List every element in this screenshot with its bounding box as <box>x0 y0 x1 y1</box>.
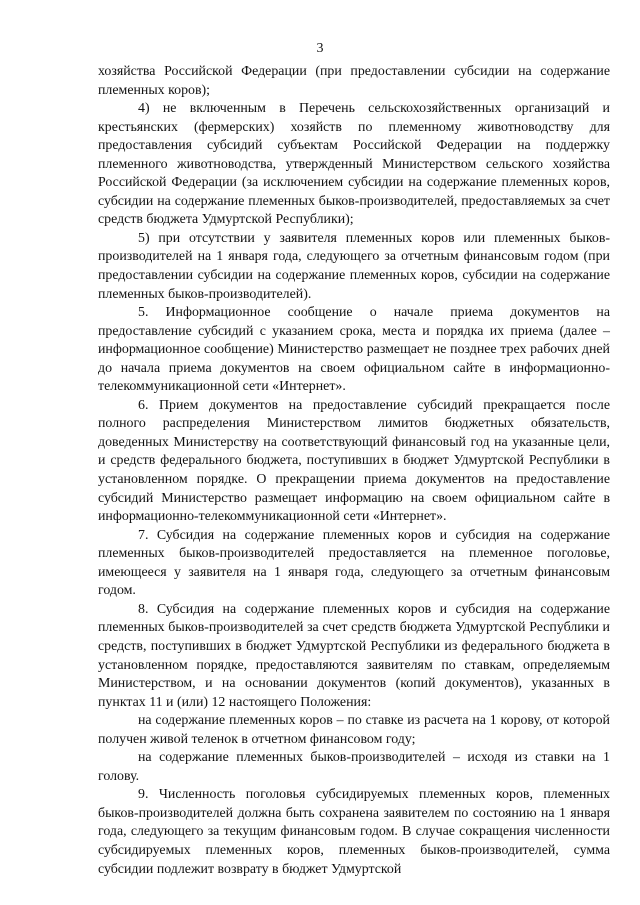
paragraph-section-8: 8. Субсидия на содержание племенных коров и субсидия на содержание племенных быков-производителей за счет средств бюджета Удмуртской Республики и средств, поступивших в бюджет Удмуртской Республики из федерального бюджета в установленном порядке, предоставляются заявителям по ставкам, определяемым Министерством, и на основании документов (копий документов), указанных в пунктах 11 и (или) 12 настоящего Положения: <box>98 601 610 710</box>
paragraph-item-4: 4) не включенным в Перечень сельскохозяйственных организаций и крестьянских (фермерских) хозяйств по племенному животноводству для предоставления субсидий субъектам Российской Федерации на поддержку племенного животноводства, утвержденный Министерством сельского хозяйства Российской Федерации (за исключением субсидии на содержание племенных коров, субсидии на содержание племенных быков-производителей, предоставляемых за счет средств бюджета Удмуртской Республики); <box>98 101 610 228</box>
page-number: 3 <box>316 41 324 56</box>
document-body <box>98 63 610 879</box>
paragraph-section-5: 5. Информационное сообщение о начале приема документов на предоставление субсидий с указанием срока, места и порядка их приема (далее – информационное сообщение) Министерство размещает не позднее трех рабочих дней до начала приема документов на своем официальном сайте в информационно-телекоммуникационной сети «Интернет». <box>98 305 610 395</box>
paragraph-bulls-rate: на содержание племенных быков-производителей – исходя из ставки на 1 голову. <box>98 750 610 784</box>
paragraph-item-5: 5) при отсутствии у заявителя племенных коров или племенных быков-производителей на 1 января года, следующего за отчетным финансовым годом (при предоставлении субсидии на содержание племенных коров, субсидии на содержание племенных быков-производителей). <box>98 230 610 302</box>
paragraph-section-9: 9. Численность поголовья субсидируемых племенных коров, племенных быков-производителей должна быть сохранена заявителем по состоянию на 1 января года, следующего за текущим финансовым годом. В случае сокращения численности субсидируемых племенных коров, племенных быков-производителей, сумма субсидии подлежит возврату в бюджет Удмуртской <box>98 787 610 877</box>
paragraph-cows-rate: на содержание племенных коров – по ставке из расчета на 1 корову, от которой получен живой теленок в отчетном финансовом году; <box>98 713 610 747</box>
paragraph-section-6: 6. Прием документов на предоставление субсидий прекращается после полного распределения Министерством лимитов бюджетных обязательств, доведенных Министерству на соответствующий финансовый год на указанные цели, и средств федерального бюджета, поступивших в бюджет Удмуртской Республики в установленном порядке. О прекращении приема документов на предоставление субсидий Министерство размещает информацию на своем официальном сайте в информационно-телекоммуникационной сети «Интернет». <box>98 397 610 525</box>
paragraph-continuation: хозяйства Российской Федерации (при предоставлении субсидии на содержание племенных коров); <box>98 64 610 98</box>
paragraph-section-7: 7. Субсидия на содержание племенных коров и субсидия на содержание племенных быков-производителей предоставляется на племенное поголовье, имеющееся у заявителя на 1 января года, следующего за отчетным финансовым годом. <box>98 527 610 599</box>
